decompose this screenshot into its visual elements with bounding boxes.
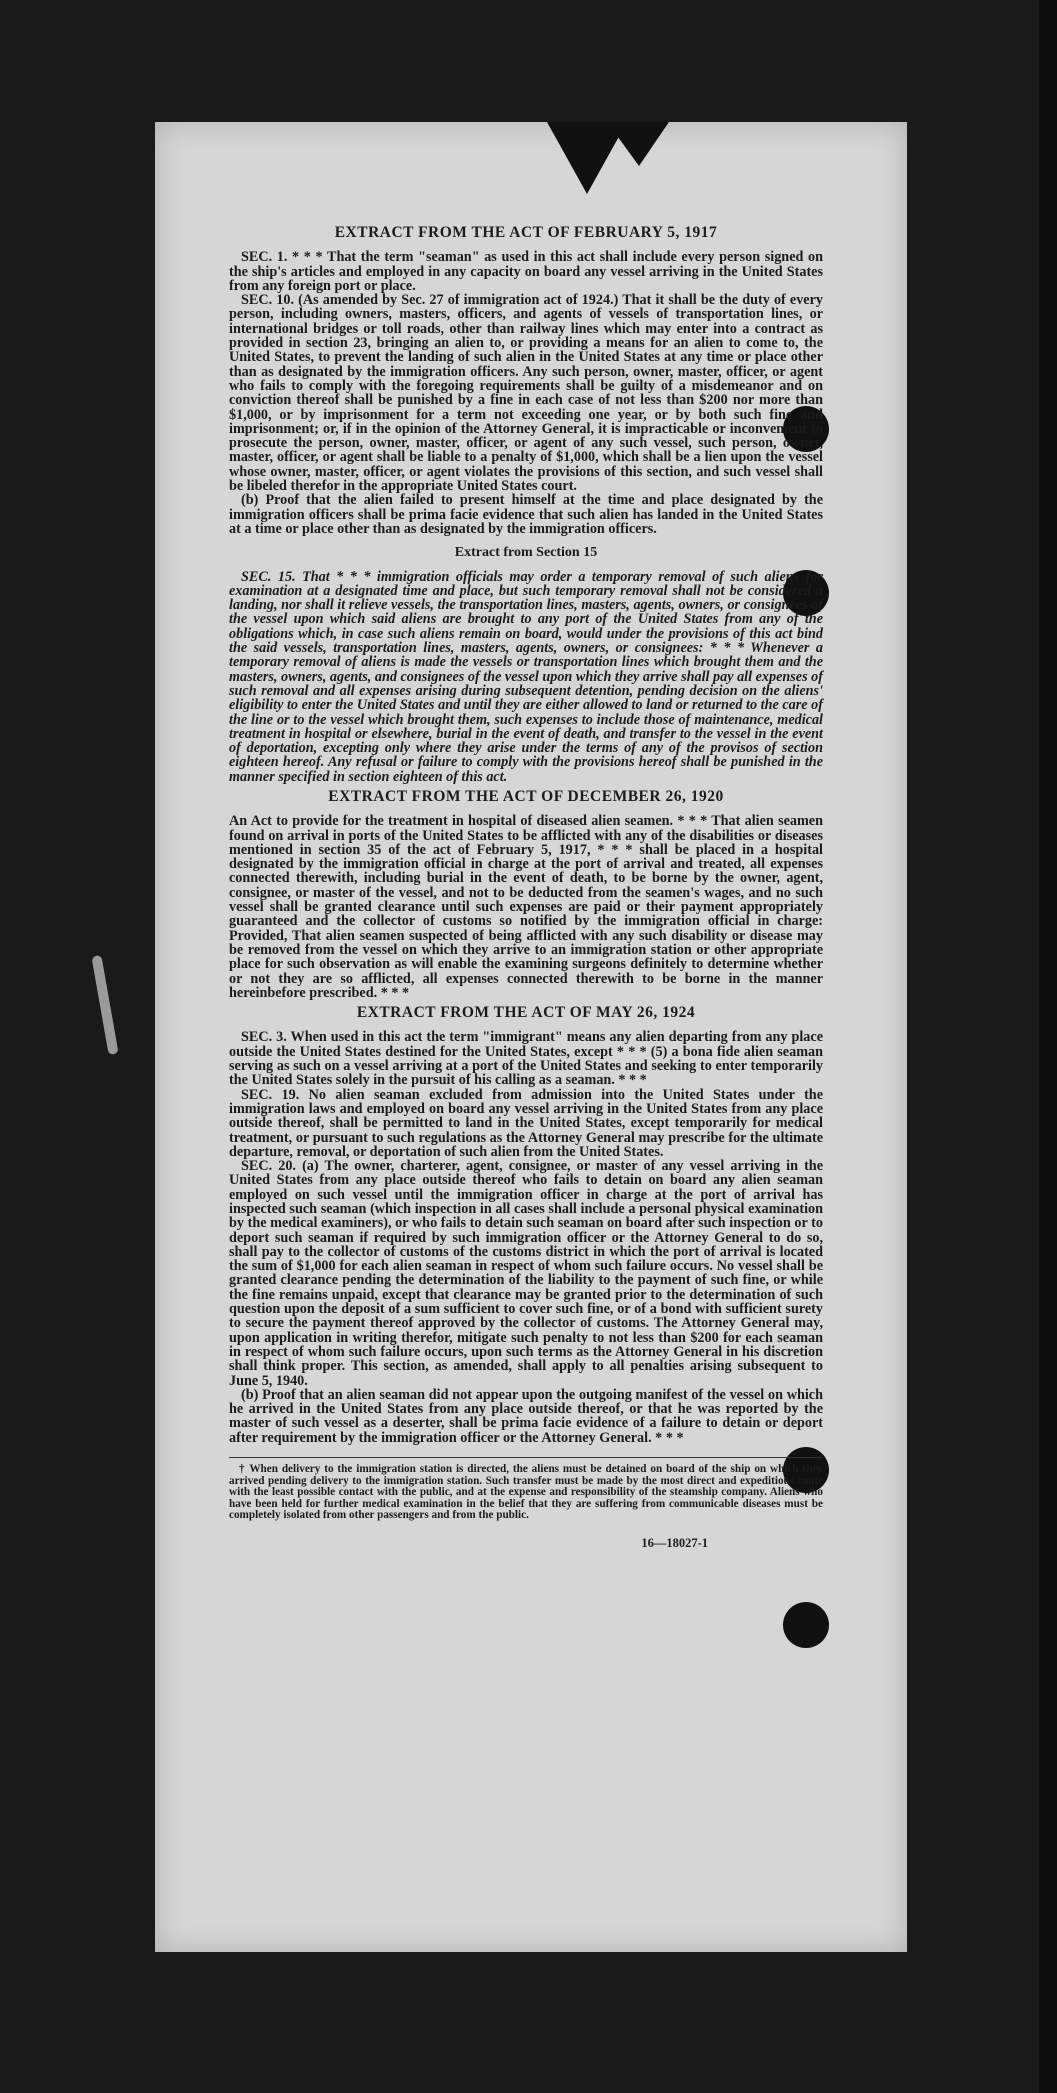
section-19-paragraph: SEC. 19. No alien seaman excluded from admission into the United States under the immigration laws and employed on board any vessel arriving in the United States from any place outside thereof, shall be permitted to land in the United States, except temporarily for medical treatment, or pursuant to such regulations as the Attorney General may prescribe for the ultimate departure, removal, or deportation of such alien from the United States. xyxy=(229,1086,823,1160)
document-page xyxy=(155,122,907,1952)
section-10b-paragraph: (b) Proof that the alien failed to present himself at the time and place designated by the immigration officers shall be prima facie evidence that such alien has landed in the United States at a time or place other than as designated by the immigration officers. xyxy=(229,492,823,537)
act-1920-paragraph: An Act to provide for the treatment in hospital of diseased alien seamen. * * * That alien seamen found on arrival in ports of the United States to be afflicted with any of the disabilities or diseases mentioned in section 35 of the act of February 5, 1917, * * * shall be placed in a hospital designated by the immigration official in charge at the port of arrival and treated, all expenses connected therewith, including burial in the event of death, to be borne by the owner, agent, consignee, or master of the vessel, and not to be deducted from the seamen's wages, and no such vessel shall be granted clearance until such expenses are paid or their payment appropriately guaranteed and the collector of customs so notified by the immigration official in charge: Provided, That alien seamen suspected of being afflicted with any such disability or disease may be removed from the vessel on which they arrive to an immigration station or other appropriate place for such observation as will enable the examining surgeons definitely to determine whether or not they are so afflicted, all expenses connected therewith to be borne in the manner hereinbefore prescribed. * * * xyxy=(229,813,823,1001)
footnote-divider xyxy=(229,1457,823,1458)
section-20-paragraph: SEC. 20. (a) The owner, charterer, agent, consignee, or master of any vessel arriving in the United States from any place outside thereof who fails to detain on board any alien seaman employed on such vessel until the immigration officer in charge at the port of arrival has inspected such seaman (which inspection in all cases shall include a personal physical examination by the medical examiners), or who fails to detain such seaman on board after such inspection or to deport such seaman if required by such immigration officer or the Attorney General to do so, shall pay to the collector of customs of the customs district in which the port of arrival is located the sum of $1,000 for each alien seaman in respect of whom such failure occurs. No vessel shall be granted clearance pending the determination of the liability to the payment of such fine, or while the fine remains unpaid, except that clearance may be granted prior to the determination of such question upon the deposit of a sum sufficient to cover such fine, or of a bond with sufficient surety to secure the payment thereof approved by the collector of customs. The Attorney General may, upon application in writing therefor, mitigate such penalty to not less than $200 for each seaman in respect of whom such failure occurs, upon such terms as the Attorney General in his discretion shall think proper. This section, as amended, shall apply to all penalties arising subsequent to June 5, 1940. xyxy=(229,1158,823,1389)
film-frame-edge xyxy=(1039,0,1057,2093)
section-10-paragraph: SEC. 10. (As amended by Sec. 27 of immigration act of 1924.) That it shall be the duty of every person, including owners, masters, officers, and agents of vessels of transportation lines, or international bridges or toll roads, other than railway lines which may enter into a contract as provided in section 23, bringing an alien to, or providing a means for an alien to come to, the United States, to prevent the landing of such alien in the United States at any time or place other than as designated by the immigration officers. Any such person, owner, master, officer, or agent who fails to comply with the foregoing requirements shall be guilty of a misdemeanor and on conviction thereof shall be punished by a fine in each case of not less than $200 nor more than $1,000, or by imprisonment for a term not exceeding one year, or by both such fine and imprisonment; or, if in the opinion of the Attorney General, it is impracticable or inconvenient to prosecute the person, owner, master, officer, or agent of any such vessel, such person, owner, master, officer, or agent shall be liable to a penalty of $1,000, which shall be a lien upon the vessel whose owner, master, officer, or agent violates the provisions of this section, and such vessel shall be libeled therefor in the appropriate United States court. xyxy=(229,292,823,495)
document-body xyxy=(229,220,823,1550)
torn-corner-secondary xyxy=(607,122,669,166)
section-3-paragraph: SEC. 3. When used in this act the term "immigrant" means any alien departing from any place outside the United States destined for the United States, except * * * (5) a bona fide alien seaman serving as such on a vessel arriving at a port of the United States and seeking to enter temporarily the United States solely in the pursuit of his calling as a seaman. * * * xyxy=(229,1029,823,1089)
section-20b-paragraph: (b) Proof that an alien seaman did not appear upon the outgoing manifest of the vessel on which he arrived in the United States from any place outside thereof, or that he was reported by the master of such vessel as a deserter, shall be prima facie evidence of a failure to detain or deport after requirement by the immigration officer or the Attorney General. * * * xyxy=(229,1386,823,1446)
punch-hole-4 xyxy=(783,1602,829,1648)
form-code: 16—18027-1 xyxy=(641,1536,708,1551)
section-15-paragraph: SEC. 15. That * * * immigration officials may order a temporary removal of such aliens for examination at a designated time and place, but such temporary removal shall not be considered a landing, nor shall it relieve vessels, the transportation lines, masters, agents, owners, or consignees of the vessel upon which said aliens are brought to any port of the United States from any of the obligations which, in case such aliens remain on board, would under the provisions of this act bind the said vessels, transportation lines, masters, agents, owners, or consignees: * * * Whenever a temporary removal of aliens is made the vessels or transportation lines which brought them and the masters, owners, agents, and consignees of the vessel upon which they arrive shall pay all expenses of such removal and all expenses arising during subsequent detention, pending decision on the aliens' eligibility to enter the United States and until they are either allowed to land or returned to the care of the line or to the vessel which brought them, such expenses to include those of maintenance, medical treatment in hospital or elsewhere, burial in the event of death, and transfer to the vessel in the event of deportation, excepting only where they arise under the terms of any of the provisos of section eighteen hereof. Any refusal or failure to comply with the provisions hereof shall be punished in the manner specified in section eighteen of this act. xyxy=(229,568,823,785)
heading-act-1920: EXTRACT FROM THE ACT OF DECEMBER 26, 1920 xyxy=(328,787,724,805)
heading-section-15: Extract from Section 15 xyxy=(454,545,598,561)
heading-act-1924: EXTRACT FROM THE ACT OF MAY 26, 1924 xyxy=(356,1004,696,1022)
film-scratch xyxy=(91,955,118,1055)
footnote-text: † When delivery to the immigration station is directed, the aliens must be detained on board of the ship on which they arrived pending delivery to the immigration station. Such transfer must be made by the most direct and expeditious route with the least possible contact with the public, and at the expense and responsibility of the steamship company. Aliens who have been held for further medical examination in the belief that they are suffering from communicable diseases must be completely isolated from other passengers and from the public. xyxy=(229,1463,823,1522)
heading-act-1917: EXTRACT FROM THE ACT OF FEBRUARY 5, 1917 xyxy=(334,224,718,241)
section-1-paragraph: SEC. 1. * * * That the term "seaman" as used in this act shall include every person signed on the ship's articles and employed in any capacity on board any vessel arriving in the United States from any foreign port or place. xyxy=(229,249,823,294)
